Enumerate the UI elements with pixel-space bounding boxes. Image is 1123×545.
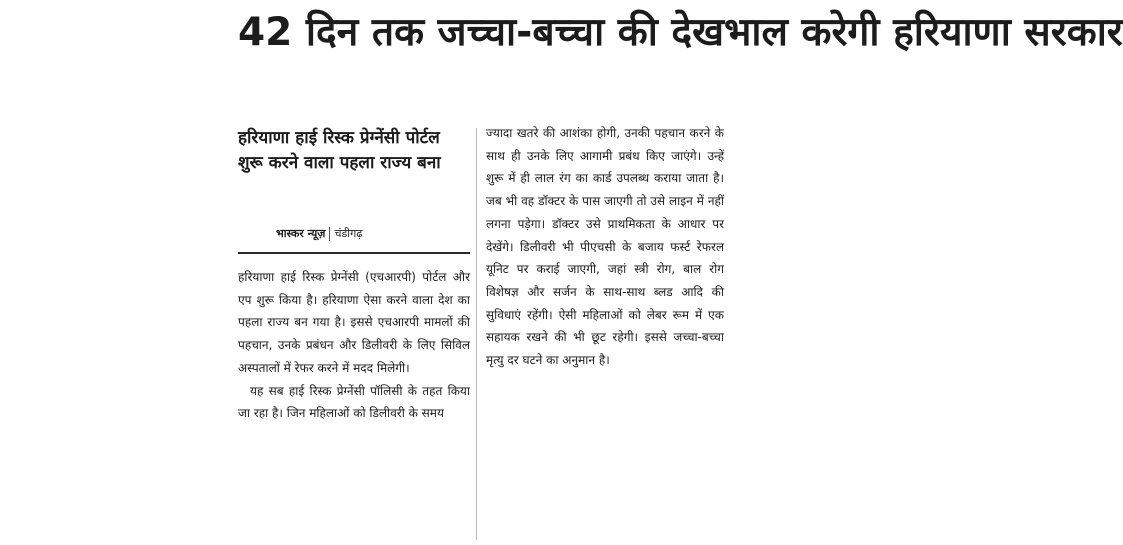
body-paragraph: हरियाणा हाई रिस्क प्रेग्नेंसी (एचआरपी) पोर्टल और एप शुरू किया है। हरियाणा ऐसा करने वाला देश का पहला राज्य बन गया है। इससे एचआरपी मामलों की पहचान, उनके प्रबंधन और डिलीवरी के लिए सिविल अस्पतालों में रेफर करने में मदद मिलेगी। xyxy=(238,270,470,375)
left-column xyxy=(238,266,470,425)
column-divider xyxy=(476,128,477,540)
byline-separator xyxy=(329,227,330,241)
byline-city: चंडीगढ़ xyxy=(334,227,363,240)
byline-rule xyxy=(238,252,470,254)
body-paragraph: यह सब हाई रिस्क प्रेग्नेंसी पॉलिसी के तहत किया जा रहा है। जिन महिलाओं को डिलीवरी के समय xyxy=(238,383,470,421)
headline: 42 दिन तक जच्चा-बच्चा की देखभाल करेगी हरियाणा सरकार xyxy=(238,10,1123,55)
newspaper-clipping xyxy=(232,0,1123,545)
byline xyxy=(276,226,363,241)
subheadline: हरियाणा हाई रिस्क प्रेग्नेंसी पोर्टल शुरू करने वाला पहला राज्य बना xyxy=(238,128,441,173)
right-column xyxy=(486,122,724,372)
body-paragraph: ज्यादा खतरे की आशंका होगी, उनकी पहचान करने के साथ ही उनके लिए आगामी प्रबंध किए जाएंगे। उन्हें शुरू में ही लाल रंग का कार्ड उपलब्ध कराया जाता है। जब भी वह डॉक्टर के पास जाएगी तो उसे लाइन में नहीं लगना पड़ेगा। डॉक्टर उसे प्राथमिकता के आधार पर देखेंगे। डिलीवरी भी पीएचसी के बजाय फर्स्ट रेफरल यूनिट पर कराई जाएगी, जहां स्त्री रोग, बाल रोग विशेषज्ञ और सर्जन के साथ-साथ ब्लड आदि की सुविधाएं रहेंगी। ऐसी महिलाओं को लेबर रूम में एक सहायक रखने की भी छूट रहेगी। इससे जच्चा-बच्चा मृत्यु दर घटने का अनुमान है। xyxy=(486,126,724,368)
byline-source: भास्कर न्यूज़ xyxy=(276,227,326,240)
